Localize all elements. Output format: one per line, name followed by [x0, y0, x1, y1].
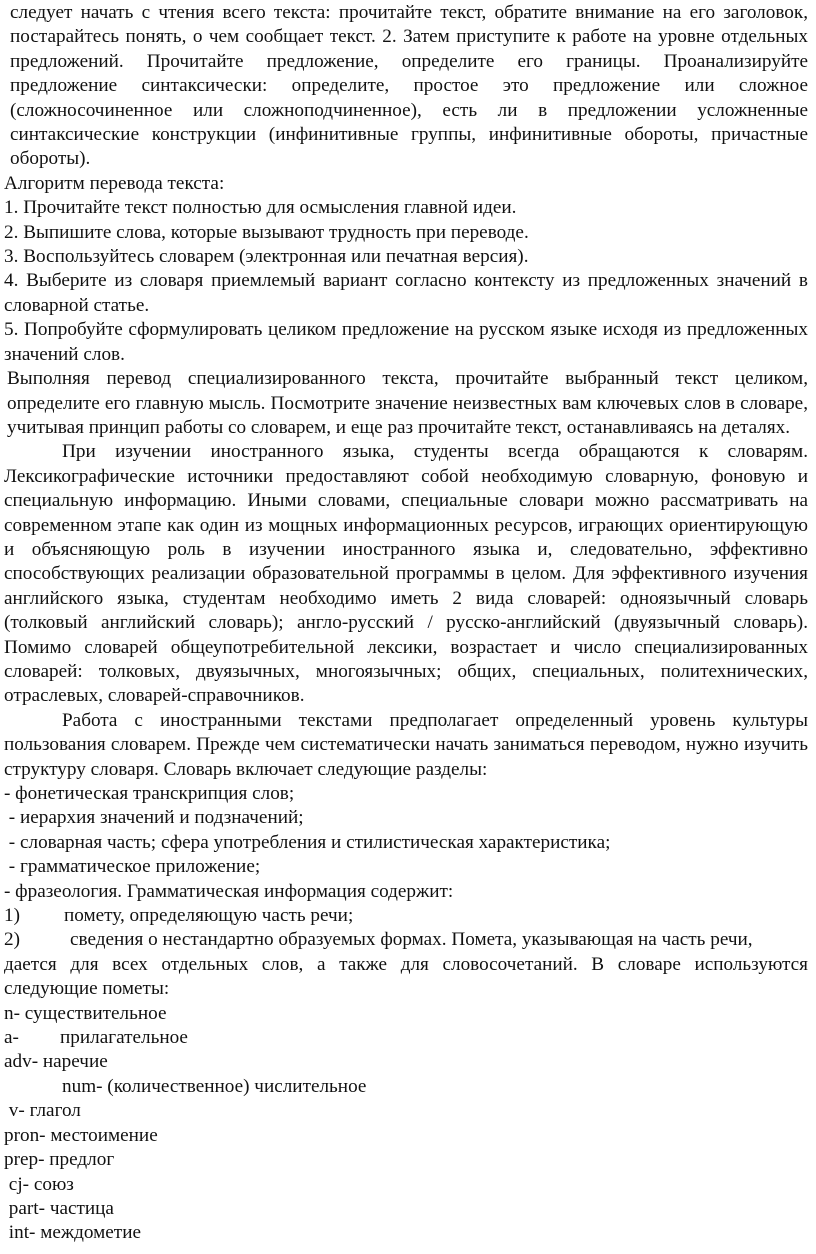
abbr-adverb: adv- наречие	[4, 1051, 108, 1073]
section-item: - грамматическое приложение;	[4, 856, 261, 878]
work-paragraph: Работа с иностранными текстами предполагает определенный уровень культуры пользования словарем. Прежде чем систематически начать заниматься переводом, нужно изучить структуру словаря. Словарь включает следующие разделы:	[4, 709, 808, 780]
grammar-item-text: помету, определяющую часть речи;	[64, 905, 354, 927]
abbr-noun: n- существительное	[4, 1002, 167, 1024]
grammar-item-1	[4, 904, 808, 928]
section-item: - иерархия значений и подзначений;	[4, 807, 304, 829]
abbr-value: прилагательное	[60, 1027, 188, 1049]
section-item: - словарная часть; сфера употребления и стилистическая характеристика;	[4, 831, 611, 853]
abbr-particle: part- частица	[4, 1197, 114, 1219]
abbr-conjunction: cj- союз	[4, 1173, 74, 1195]
abbr-numeral: num- (количественное) числительное	[62, 1075, 367, 1097]
algorithm-step-3: 3. Воспользуйтесь словарем (электронная или печатная версия).	[4, 246, 529, 268]
translation-paragraph: Выполняя перевод специализированного текста, прочитайте выбранный текст целиком, определите его главную мысль. Посмотрите значение неизвестных вам ключевых слов в словаре, учитывая принцип работы со словарем, и еще раз прочитайте текст, останавливаясь на деталях.	[7, 368, 808, 438]
algorithm-step-5: 5. Попробуйте сформулировать целиком предложение на русском языке исходя из предложенных значений слов.	[4, 319, 808, 365]
algorithm-step-1: 1. Прочитайте текст полностью для осмысления главной идеи.	[4, 197, 517, 219]
algorithm-step-4: 4. Выберите из словаря приемлемый вариант согласно контексту из предложенных значений в словарной статье.	[4, 270, 808, 316]
grammar-item-2	[4, 928, 808, 952]
section-item: - фонетическая транскрипция слов;	[4, 783, 295, 804]
grammar-item-number: 2)	[4, 929, 20, 951]
grammar-item-number: 1)	[4, 905, 20, 927]
abbr-key: a-	[4, 1027, 19, 1049]
abbr-adjective	[4, 1026, 808, 1050]
abbr-preposition: prep- предлог	[4, 1149, 115, 1171]
abbr-pronoun: pron- местоимение	[4, 1124, 158, 1146]
grammar-item-text: сведения о нестандартно образуемых формах. Помета, указывающая на часть речи,	[70, 929, 753, 951]
algorithm-step-2: 2. Выпишите слова, которые вызывают трудность при переводе.	[4, 221, 529, 243]
dictionaries-paragraph: При изучении иностранного языка, студенты всегда обращаются к словарям. Лексикографические источники предоставляют собой необходимую словарную, фоновую и специальную информацию. Иными словами, специальные словари можно рассматривать на современном этапе как один из мощных информационных ресурсов, играющих ориентирующую и объясняющую роль в изучении иностранного языка и, следовательно, эффективно способствующих реализации образовательной программы в целом. Для эффективного изучения английского языка, студентам необходимо иметь 2 вида словарей: одноязычный словарь (толковый английский словарь); англо-русский / русско-английский (двуязычный словарь). Помимо словарей общеупотребительной лексики, возрастает и число специализированных словарей: толковых, двуязычных, многоязычных; общих, специальных, политехнических, отраслевых, словарей-справочников.	[4, 441, 808, 707]
algorithm-title: Алгоритм перевода текста:	[4, 172, 225, 194]
section-item: - фразеология. Грамматическая информация содержит:	[4, 880, 454, 902]
abbr-interjection: int- междометие	[4, 1222, 141, 1244]
grammar-continuation: дается для всех отдельных слов, а также для словосочетаний. В словаре используются следующие пометы:	[4, 953, 808, 1000]
intro-paragraph: следует начать с чтения всего текста: прочитайте текст, обратите внимание на его заголовок, постарайтесь понять, о чем сообщает текст. 2. Затем приступите к работе на уровне отдельных предложений. Прочитайте предложение, определите его границы. Проанализируйте предложение синтаксически: определите, простое это предложение или сложное (сложносочиненное или сложноподчиненное), есть ли в предложении усложненные синтаксические конструкции (инфинитивные группы, инфинитивные обороты, причастные обороты).	[10, 2, 808, 170]
abbr-verb: v- глагол	[4, 1100, 81, 1122]
